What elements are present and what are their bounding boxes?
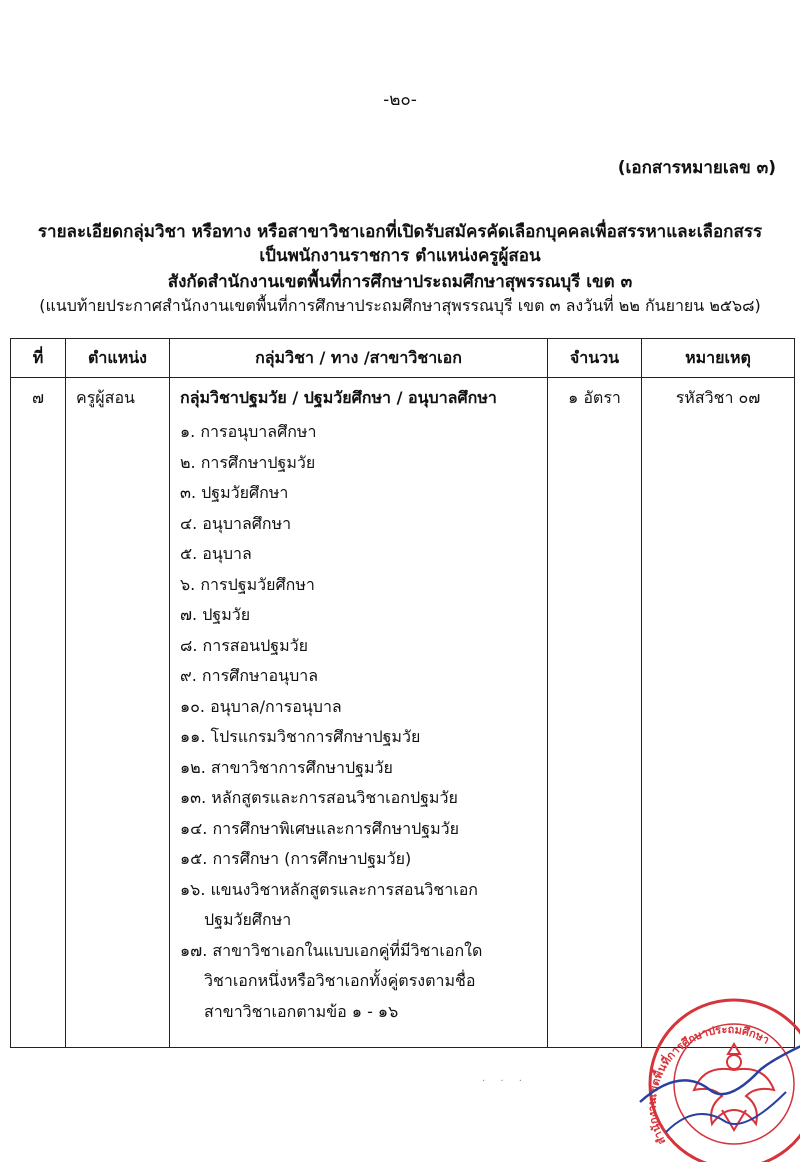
- subject-item-continuation: สาขาวิชาเอกตามข้อ ๑ - ๑๖: [204, 1001, 399, 1021]
- table-header-row: [11, 339, 795, 378]
- subject-item: [180, 478, 546, 509]
- page-number: -๒๐-: [383, 90, 417, 110]
- seal-arc-text: สำนักงานเขตพื้นที่การศึกษาประถมศึกษา: [645, 1022, 772, 1147]
- subject-item-text: ๑๒. สาขาวิชาการศึกษาปฐมวัย: [180, 757, 393, 777]
- subject-item: [180, 570, 546, 601]
- subject-item: [180, 722, 546, 753]
- subject-item: [180, 814, 546, 845]
- header-position: ตำแหน่ง: [66, 339, 170, 378]
- subject-item-text: ๘. การสอนปฐมวัย: [180, 635, 308, 655]
- subject-item-text: ๑. การอนุบาลศึกษา: [180, 422, 317, 441]
- subject-item-text: ๓. ปฐมวัยศึกษา: [180, 483, 289, 502]
- subject-item: [180, 417, 546, 448]
- document-reference: (เอกสารหมายเลข ๓): [617, 158, 776, 178]
- subject-item-text: ๑๖. แขนงวิชาหลักสูตรและการสอนวิชาเอก: [180, 879, 478, 899]
- subject-item-text: ๑๕. การศึกษา (การศึกษาปฐมวัย): [180, 849, 412, 868]
- subject-item: [180, 844, 546, 875]
- subject-item-text: ๑๐. อนุบาล/การอนุบาล: [180, 696, 342, 716]
- subject-item: [180, 753, 546, 784]
- header-note: หมายเหตุ: [642, 339, 795, 378]
- subject-item: [180, 661, 546, 692]
- heading-line-1: รายละเอียดกลุ่มวิชา หรือทาง หรือสาขาวิชาเอกที่เปิดรับสมัครคัดเลือกบุคคลเพื่อสรรหาและเลือกสรร: [37, 222, 763, 242]
- subject-item-text: ๑๑. โปรแกรมวิชาการศึกษาปฐมวัย: [180, 727, 421, 746]
- subject-item: [180, 509, 546, 540]
- subject-table: [10, 338, 795, 1048]
- subject-item-text: ๗. ปฐมวัย: [180, 605, 251, 624]
- heading-line-4: (แนบท้ายประกาศสำนักงานเขตพื้นที่การศึกษาประถมศึกษาสุพรรณบุรี เขต ๓ ลงวันที่ ๒๒ กันยายน ๒๕๖๘): [39, 296, 761, 315]
- header-no: ที่: [11, 339, 66, 378]
- header-count: จำนวน: [548, 339, 642, 378]
- scan-specks: · · ·: [482, 1076, 528, 1087]
- subject-item-text: ๑๔. การศึกษาพิเศษและการศึกษาปฐมวัย: [180, 818, 460, 838]
- official-seal: [636, 992, 800, 1162]
- subject-item: [180, 631, 546, 662]
- subject-item: [180, 783, 546, 814]
- row-number: ๗: [11, 378, 66, 1048]
- subject-group-title: กลุ่มวิชาปฐมวัย / ปฐมวัยศึกษา / อนุบาลศึกษา: [180, 388, 497, 407]
- subject-item-text: ๑๗. สาขาวิชาเอกในแบบเอกคู่ที่มีวิชาเอกใด: [180, 940, 483, 960]
- heading-line-2: เป็นพนักงานราชการ ตำแหน่งครูผู้สอน: [259, 246, 541, 266]
- subject-item-text: ๕. อนุบาล: [180, 544, 252, 563]
- row-position: ครูผู้สอน: [66, 378, 170, 1048]
- subject-item: [180, 692, 546, 723]
- row-note: รหัสวิชา ๐๗: [642, 378, 795, 1048]
- heading-line-3: สังกัดสำนักงานเขตพื้นที่การศึกษาประถมศึกษาสุพรรณบุรี เขต ๓: [167, 272, 633, 292]
- row-count: ๑ อัตรา: [548, 378, 642, 1048]
- subject-item-continuation: วิชาเอกหนึ่งหรือวิชาเอกทั้งคู่ตรงตามชื่อ: [204, 971, 476, 990]
- table-row: [11, 378, 795, 1048]
- header-subject: กลุ่มวิชา / ทาง /สาขาวิชาเอก: [170, 339, 548, 378]
- row-subjects: [170, 378, 548, 1048]
- subject-item: [180, 539, 546, 570]
- subject-item-text: ๔. อนุบาลศึกษา: [180, 513, 292, 533]
- subject-item-continuation: ปฐมวัยศึกษา: [204, 910, 292, 929]
- subject-item-text: ๑๓. หลักสูตรและการสอนวิชาเอกปฐมวัย: [180, 788, 458, 807]
- subject-item-text: ๙. การศึกษาอนุบาล: [180, 666, 319, 685]
- subject-item: [180, 448, 546, 479]
- subject-item: [180, 936, 546, 1028]
- subject-item-text: ๖. การปฐมวัยศึกษา: [180, 574, 315, 594]
- subject-item: [180, 875, 546, 936]
- subject-item: [180, 600, 546, 631]
- subject-item-text: ๒. การศึกษาปฐมวัย: [180, 452, 316, 472]
